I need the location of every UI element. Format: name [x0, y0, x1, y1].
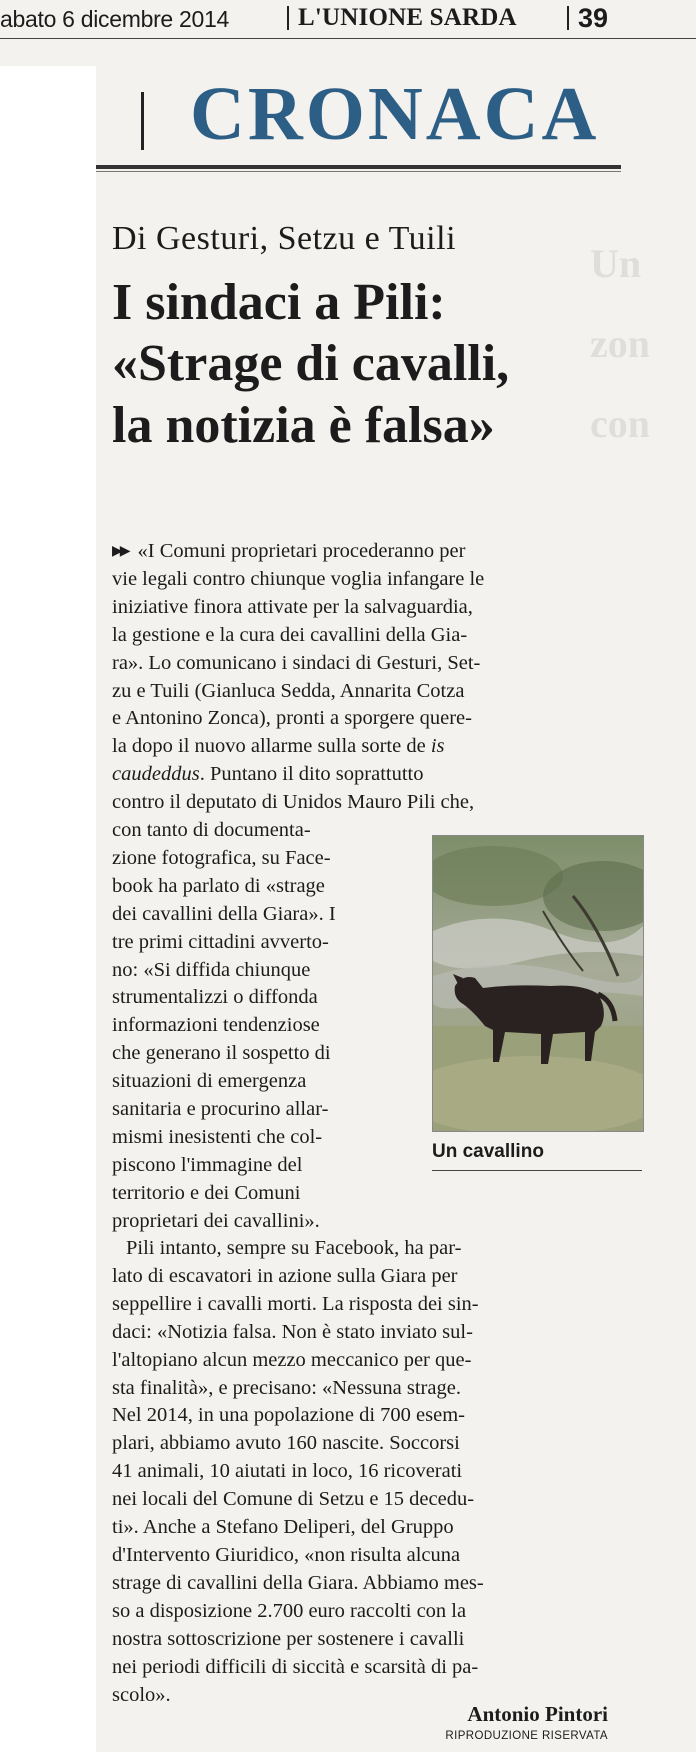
article-body-bottom	[112, 1235, 615, 1709]
body-line: nostra sottoscrizione per sostenere i cavalli	[112, 1627, 465, 1650]
body-line: proprietari dei cavallini».	[112, 1209, 320, 1232]
header-divider	[567, 6, 569, 30]
body-italic: is	[430, 735, 445, 758]
body-line: vie legali contro chiunque voglia infangare le	[112, 567, 485, 590]
article-headline	[112, 272, 632, 456]
body-line: ti». Anche a Stefano Deliperi, del Gruppo	[112, 1516, 454, 1539]
photo-caption: Un cavallino	[432, 1141, 544, 1162]
body-line: plari, abbiamo avuto 160 nascite. Soccorsi	[112, 1432, 460, 1455]
body-line: sanitaria e procurino allar-	[112, 1098, 329, 1121]
body-line: la gestione e la cura dei cavallini della Gia-	[112, 623, 468, 646]
issue-date: abato 6 dicembre 2014	[0, 6, 229, 32]
body-line: seppellire i cavalli morti. La risposta dei sin-	[112, 1292, 479, 1315]
body-line: daci: «Notizia falsa. Non è stato inviato sul-	[112, 1320, 473, 1343]
body-line: 41 animali, 10 aiutati in loco, 16 ricoverati	[112, 1460, 463, 1483]
body-line: book ha parlato di «strage	[112, 874, 325, 897]
body-line: sta finalità», e precisano: «Nessuna strage.	[112, 1376, 461, 1399]
body-line: iniziative finora attivate per la salvaguardia,	[112, 595, 473, 618]
page-running-header	[0, 0, 696, 39]
author-byline: Antonio Pintori	[467, 1702, 608, 1726]
body-line: scolo».	[112, 1683, 171, 1706]
body-line: no: «Si diffida chiunque	[112, 958, 311, 981]
body-line: strage di cavallini della Giara. Abbiamo mes-	[112, 1571, 484, 1594]
body-line: tre primi cittadini avverto-	[112, 930, 329, 953]
headline-line: «Strage di cavalli,	[112, 335, 510, 393]
body-line: contro il deputato di Unidos Mauro Pili che,	[112, 791, 475, 814]
section-rule	[96, 165, 621, 169]
body-line: situazioni di emergenza	[112, 1070, 307, 1093]
article-body-top	[112, 538, 615, 817]
body-line: la dopo il nuovo allarme sulla sorte de	[112, 735, 426, 758]
body-line: . Puntano il dito soprattutto	[199, 763, 424, 786]
body-line: territorio e dei Comuni	[112, 1181, 301, 1204]
body-line: so a disposizione 2.700 euro raccolti con la	[112, 1599, 467, 1622]
copyright-notice: RIPRODUZIONE RISERVATA	[445, 1730, 608, 1742]
headline-line: la notizia è falsa»	[112, 396, 495, 454]
body-line: piscono l'immagine del	[112, 1153, 303, 1176]
body-line: nei locali del Comune di Setzu e 15 decedu-	[112, 1488, 475, 1511]
page-number: 39	[578, 3, 609, 33]
newspaper-name: L'UNIONE SARDA	[298, 4, 517, 31]
lead-arrows-icon: ▶▶	[112, 543, 128, 559]
body-line: zione fotografica, su Face-	[112, 846, 331, 869]
body-line: l'altopiano alcun mezzo meccanico per que-	[112, 1348, 472, 1371]
body-italic: caudeddus	[112, 763, 200, 786]
body-line: Pili intanto, sempre su Facebook, ha par-	[126, 1237, 462, 1259]
body-line: strumentalizzi o diffonda	[112, 986, 318, 1009]
headline-line: I sindaci a Pili:	[112, 274, 446, 331]
body-line: e Antonino Zonca), pronti a sporgere quere-	[112, 707, 472, 730]
body-line: d'Intervento Giuridico, «non risulta alcuna	[112, 1543, 461, 1566]
header-divider	[287, 6, 289, 30]
section-marker	[141, 92, 144, 150]
body-line: informazioni tendenziose	[112, 1014, 320, 1037]
section-rule-thin	[96, 171, 621, 172]
body-line: mismi inesistenti che col-	[112, 1125, 323, 1148]
body-line: zu e Tuili (Gianluca Sedda, Annarita Cotza	[112, 679, 465, 702]
horse-photo	[432, 835, 644, 1132]
caption-rule	[432, 1170, 642, 1171]
body-line: dei cavallini della Giara». I	[112, 902, 336, 925]
body-line: con tanto di documenta-	[112, 819, 311, 841]
body-line: Nel 2014, in una popolazione di 700 esem-	[112, 1404, 465, 1427]
scan-margin	[0, 66, 96, 1752]
body-line: lato di escavatori in azione sulla Giara per	[112, 1264, 458, 1287]
body-line: «I Comuni proprietari procederanno per	[137, 540, 466, 562]
horse-photo-image	[433, 836, 643, 1131]
body-line: ra». Lo comunicano i sindaci di Gesturi, Set-	[112, 651, 481, 674]
body-line: nei periodi difficili di siccità e scarsità di pa-	[112, 1655, 479, 1678]
body-line: che generano il sospetto di	[112, 1042, 331, 1065]
article-body-narrow	[112, 817, 408, 1236]
section-title: CRONACA	[190, 72, 600, 156]
article-kicker: Di Gesturi, Setzu e Tuili	[112, 220, 457, 257]
